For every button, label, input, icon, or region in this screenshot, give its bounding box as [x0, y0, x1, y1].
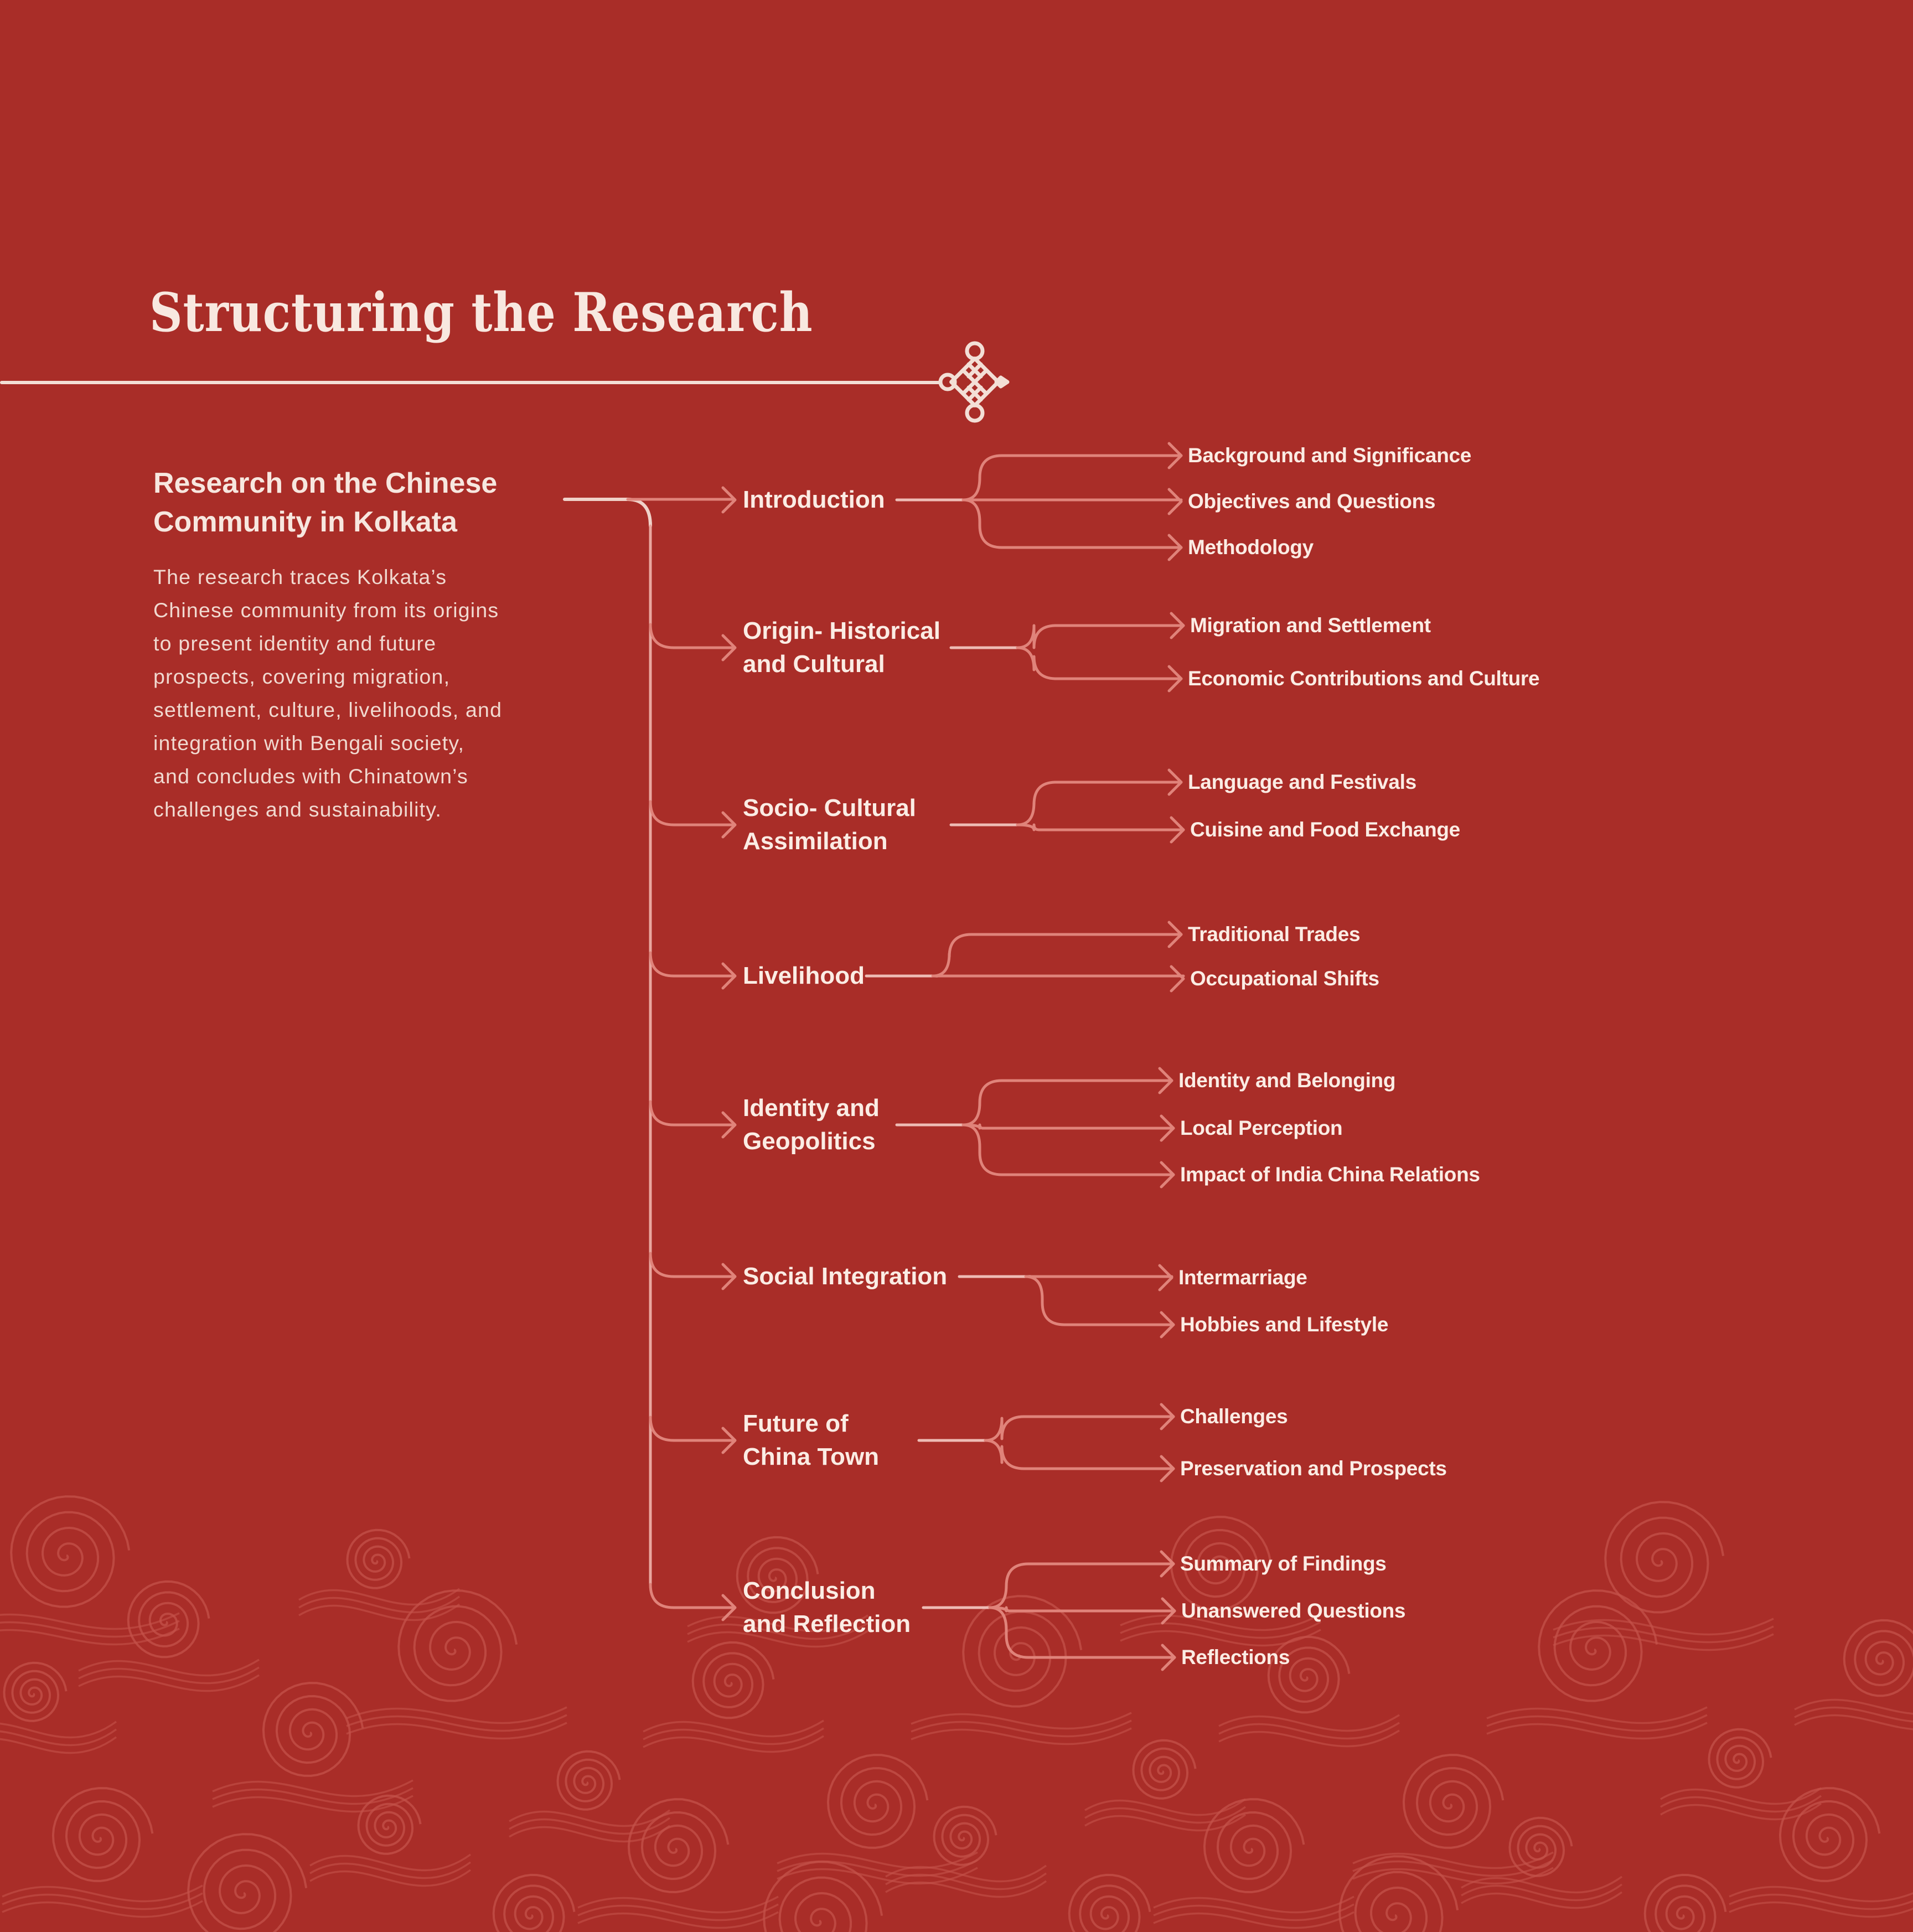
- branch-connector: [650, 953, 734, 976]
- description-line: to present identity and future: [153, 632, 437, 655]
- fan-connector: [933, 934, 1181, 976]
- section-label: Introduction: [743, 486, 885, 513]
- subtopic-label: Preservation and Prospects: [1180, 1457, 1447, 1480]
- fan-connector: [963, 1125, 1173, 1128]
- fan-connector: [1017, 825, 1183, 830]
- section-label: Identity and: [743, 1094, 880, 1122]
- section-node: [743, 1574, 911, 1641]
- subtopic-label: Migration and Settlement: [1190, 614, 1431, 637]
- fan-connector: [1017, 626, 1183, 648]
- subtopic-label: Impact of India China Relations: [1180, 1163, 1480, 1186]
- branch-connector: [650, 1584, 734, 1608]
- subtopic-label: Challenges: [1180, 1405, 1288, 1428]
- branch-connector: [650, 624, 734, 648]
- section-label: and Cultural: [743, 650, 885, 678]
- section-label: Geopolitics: [743, 1128, 876, 1155]
- subtopic-label: Traditional Trades: [1188, 923, 1361, 946]
- root-title-line: Research on the Chinese: [153, 467, 498, 499]
- fan-connector: [963, 456, 1181, 500]
- section-label: Conclusion: [743, 1577, 876, 1604]
- branch-connector: [650, 1417, 734, 1440]
- fan-connector: [1017, 782, 1181, 825]
- section-label: Origin- Historical: [743, 617, 940, 644]
- description-line: The research traces Kolkata’s: [153, 565, 447, 588]
- section-node: [743, 1260, 947, 1293]
- subtopic-label: Economic Contributions and Culture: [1188, 667, 1540, 690]
- fan-arrow-head: [1171, 967, 1183, 991]
- description-line: prospects, covering migration,: [153, 665, 451, 688]
- subtopic-label: Hobbies and Lifestyle: [1180, 1313, 1389, 1336]
- section-label: and Reflection: [743, 1610, 911, 1637]
- section-label: Livelihood: [743, 962, 865, 989]
- fan-arrow-head: [1169, 489, 1181, 514]
- section-label: Social Integration: [743, 1263, 948, 1290]
- fan-connector: [1017, 648, 1181, 679]
- description-line: Chinese community from its origins: [153, 598, 499, 622]
- subtopic-label: Occupational Shifts: [1190, 967, 1379, 990]
- fan-connector: [985, 1417, 1173, 1440]
- branch-connector: [650, 802, 734, 825]
- section-label: Socio- Cultural: [743, 794, 916, 822]
- section-node: [743, 483, 885, 516]
- section-node: [743, 1407, 879, 1474]
- fan-connector: [985, 1440, 1173, 1469]
- fan-connector: [990, 1608, 1175, 1611]
- section-node: [743, 792, 916, 858]
- subtopic-label: Language and Festivals: [1188, 771, 1416, 793]
- subtopic-label: Identity and Belonging: [1178, 1069, 1396, 1092]
- subtopic-label: Summary of Findings: [1180, 1552, 1387, 1575]
- fan-connector: [963, 1081, 1172, 1125]
- subtopic-label: Background and Significance: [1188, 444, 1472, 467]
- subtopic-label: Reflections: [1181, 1646, 1290, 1668]
- root-connector: [565, 499, 650, 526]
- section-label: Assimilation: [743, 828, 888, 855]
- page-title: Structuring the Research: [149, 281, 813, 344]
- description-line: integration with Bengali society,: [153, 731, 465, 755]
- subtopic-label: Local Perception: [1180, 1117, 1343, 1139]
- subtopic-label: Methodology: [1188, 536, 1314, 559]
- subtopic-label: Objectives and Questions: [1188, 490, 1436, 513]
- subtopic-label: Unanswered Questions: [1181, 1599, 1406, 1622]
- fan-connector: [990, 1564, 1173, 1608]
- root-title-line: Community in Kolkata: [153, 506, 457, 538]
- description-line: settlement, culture, livelihoods, and: [153, 698, 503, 721]
- section-label: Future of: [743, 1410, 849, 1437]
- description-line: challenges and sustainability.: [153, 798, 442, 821]
- subtopic-label: Cuisine and Food Exchange: [1190, 818, 1460, 841]
- fan-connector: [963, 1125, 1173, 1175]
- section-label: China Town: [743, 1443, 880, 1470]
- section-node: [743, 614, 940, 681]
- section-node: [743, 1092, 880, 1158]
- fan-connector: [990, 1608, 1175, 1657]
- branch-connector: [650, 1253, 734, 1277]
- fan-connector: [963, 500, 1181, 547]
- branch-connector: [650, 1102, 734, 1125]
- description-line: and concludes with Chinatown’s: [153, 764, 468, 788]
- fan-connector: [1026, 1277, 1173, 1325]
- subtopic-label: Intermarriage: [1178, 1266, 1307, 1289]
- section-node: [743, 959, 865, 993]
